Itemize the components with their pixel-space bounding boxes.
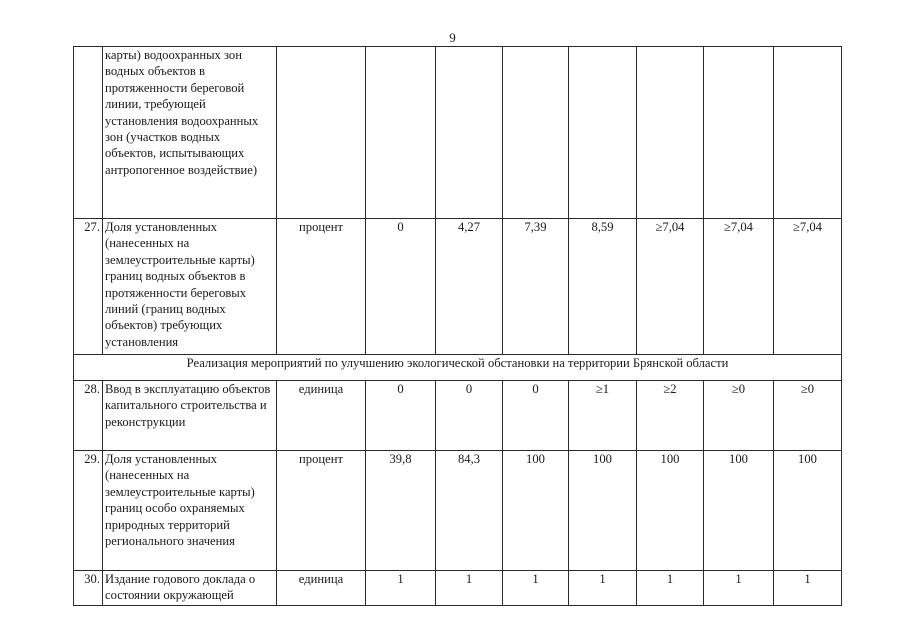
indicator-name: Доля установленных (нанесенных на землеустроительные карты) границ водных объектов в протяженности береговых линий (границ водных объектов) требующих установления [103,219,277,355]
indicator-name: Доля установленных (нанесенных на землеустроительные карты) границ особо охраняемых природных территорий регионального значения [103,451,277,571]
indicator-name: Ввод в эксплуатацию объектов капитального строительства и реконструкции [103,381,277,451]
row-number [74,47,103,219]
section-title: Реализация мероприятий по улучшению экологической обстановки на территории Брянской области [74,355,842,381]
value-cell: 1 [569,571,637,606]
value-cell [366,47,436,219]
value-cell: 1 [637,571,704,606]
page-number: 9 [449,30,456,45]
value-cell [637,47,704,219]
value-cell: 1 [774,571,842,606]
value-cell: ≥0 [704,381,774,451]
indicators-table [73,46,842,606]
table-row [74,381,842,451]
value-cell: ≥1 [569,381,637,451]
value-cell: 1 [503,571,569,606]
value-cell: 100 [704,451,774,571]
row-number: 30. [74,571,103,606]
value-cell: ≥7,04 [704,219,774,355]
value-cell: ≥2 [637,381,704,451]
unit-cell [277,47,366,219]
unit-cell: процент [277,219,366,355]
value-cell: 100 [637,451,704,571]
value-cell [774,47,842,219]
value-cell: ≥7,04 [637,219,704,355]
value-cell: 1 [366,571,436,606]
unit-cell: единица [277,381,366,451]
value-cell: 0 [366,219,436,355]
value-cell: 0 [436,381,503,451]
value-cell: 4,27 [436,219,503,355]
row-number: 27. [74,219,103,355]
value-cell: 39,8 [366,451,436,571]
table-row [74,451,842,571]
value-cell [503,47,569,219]
unit-cell: процент [277,451,366,571]
value-cell [436,47,503,219]
value-cell: 8,59 [569,219,637,355]
value-cell: 84,3 [436,451,503,571]
value-cell [704,47,774,219]
value-cell: ≥7,04 [774,219,842,355]
value-cell: 1 [436,571,503,606]
value-cell: ≥0 [774,381,842,451]
table-row [74,219,842,355]
value-cell: 100 [774,451,842,571]
value-cell: 0 [503,381,569,451]
value-cell [569,47,637,219]
indicator-name: карты) водоохранных зон водных объектов в протяженности береговой линии, требующей установления водоохранных зон (участков водных объектов, испытывающих антропогенное воздействие) [103,47,277,219]
value-cell: 100 [503,451,569,571]
unit-cell: единица [277,571,366,606]
value-cell: 0 [366,381,436,451]
value-cell: 100 [569,451,637,571]
row-number: 29. [74,451,103,571]
value-cell: 7,39 [503,219,569,355]
section-row [74,355,842,381]
indicator-name: Издание годового доклада о состоянии окружающей [103,571,277,606]
table-row [74,47,842,219]
row-number: 28. [74,381,103,451]
table-row [74,571,842,606]
value-cell: 1 [704,571,774,606]
